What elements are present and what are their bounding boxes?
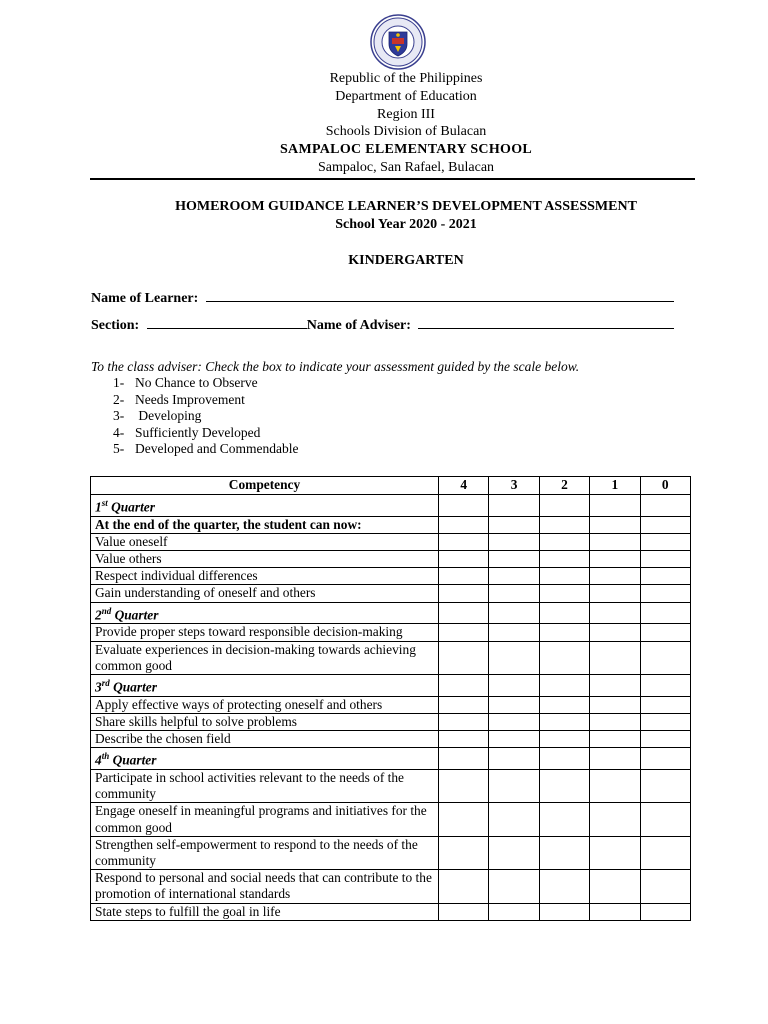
rating-checkbox-cell[interactable]: [590, 585, 640, 602]
rating-checkbox-cell[interactable]: [590, 748, 640, 770]
rating-checkbox-cell[interactable]: [489, 870, 539, 903]
rating-checkbox-cell[interactable]: [439, 674, 489, 696]
competency-row: [91, 803, 691, 836]
rating-checkbox-cell[interactable]: [539, 495, 589, 517]
quarter-number: 4: [95, 752, 102, 768]
rating-checkbox-cell[interactable]: [590, 568, 640, 585]
rating-checkbox-cell[interactable]: [590, 551, 640, 568]
rating-checkbox-cell[interactable]: [439, 903, 489, 920]
rating-checkbox-cell[interactable]: [640, 641, 690, 674]
rating-checkbox-cell[interactable]: [539, 903, 589, 920]
rating-checkbox-cell[interactable]: [539, 674, 589, 696]
table-header-row: [91, 477, 691, 495]
rating-checkbox-cell[interactable]: [539, 641, 589, 674]
rating-checkbox-cell[interactable]: [590, 602, 640, 624]
rating-checkbox-cell[interactable]: [640, 674, 690, 696]
competency-row: [91, 624, 691, 641]
quarter-label: [91, 602, 439, 624]
scale-item: 1- No Chance to Observe: [113, 375, 258, 390]
rating-scale-list: [113, 375, 298, 458]
quarter-ordinal: th: [101, 751, 110, 762]
competency-row: [91, 836, 691, 869]
rating-checkbox-cell[interactable]: [439, 624, 489, 641]
rating-checkbox-cell[interactable]: [590, 870, 640, 903]
quarter-number: 1: [95, 499, 102, 515]
quarter-ordinal: nd: [101, 605, 112, 616]
rating-checkbox-cell[interactable]: [590, 903, 640, 920]
rating-checkbox-cell[interactable]: [640, 870, 690, 903]
rating-checkbox-cell[interactable]: [489, 803, 539, 836]
competency-text: Value oneself: [91, 533, 439, 550]
rating-checkbox-cell[interactable]: [590, 624, 640, 641]
rating-checkbox-cell[interactable]: [439, 870, 489, 903]
quarter-number: 2: [95, 607, 102, 623]
rating-checkbox-cell[interactable]: [439, 769, 489, 802]
competency-row: [91, 585, 691, 602]
scale-item: 5- Developed and Commendable: [113, 441, 299, 457]
col-header-2: 2: [539, 477, 589, 495]
rating-checkbox-cell[interactable]: [539, 551, 589, 568]
competency-row: [91, 870, 691, 903]
rating-checkbox-cell[interactable]: [489, 713, 539, 730]
competency-text: Engage oneself in meaningful programs and initiatives for the common good: [91, 803, 439, 836]
rating-checkbox-cell[interactable]: [489, 495, 539, 517]
rating-checkbox-cell[interactable]: [489, 516, 539, 533]
title-main: HOMEROOM GUIDANCE LEARNER’S DEVELOPMENT ASSESSMENT: [175, 199, 637, 214]
rating-checkbox-cell[interactable]: [489, 624, 539, 641]
competency-text: State steps to fulfill the goal in life: [91, 903, 439, 920]
deped-seal-icon: [370, 14, 426, 70]
rating-checkbox-cell[interactable]: [439, 585, 489, 602]
competency-text: Share skills helpful to solve problems: [91, 713, 439, 730]
rating-checkbox-cell[interactable]: [539, 870, 589, 903]
rating-checkbox-cell[interactable]: [539, 568, 589, 585]
rating-checkbox-cell[interactable]: [640, 624, 690, 641]
rating-checkbox-cell[interactable]: [439, 713, 489, 730]
rating-checkbox-cell[interactable]: [640, 903, 690, 920]
rating-checkbox-cell[interactable]: [539, 624, 589, 641]
header-divider: [90, 178, 695, 180]
col-header-0: 0: [640, 477, 690, 495]
competency-text: Respect individual differences: [91, 568, 439, 585]
scale-item: 3- Developing: [113, 408, 202, 424]
quarter-label: [91, 748, 439, 770]
rating-checkbox-cell[interactable]: [489, 641, 539, 674]
quarter-number: 3: [95, 679, 102, 695]
rating-checkbox-cell[interactable]: [439, 495, 489, 517]
rating-checkbox-cell[interactable]: [439, 516, 489, 533]
rating-checkbox-cell[interactable]: [539, 696, 589, 713]
quarter-row: [91, 674, 691, 696]
rating-checkbox-cell[interactable]: [590, 836, 640, 869]
section-label: Section:: [91, 318, 140, 333]
rating-checkbox-cell[interactable]: [539, 516, 589, 533]
intro-row: [91, 516, 691, 533]
rating-checkbox-cell[interactable]: [539, 533, 589, 550]
grade-level: KINDERGARTEN: [348, 253, 464, 268]
rating-checkbox-cell[interactable]: [590, 641, 640, 674]
header-republic: Republic of the Philippines: [329, 71, 483, 86]
rating-checkbox-cell[interactable]: [539, 803, 589, 836]
scale-item: 2- Needs Improvement: [113, 391, 245, 407]
rating-checkbox-cell[interactable]: [539, 748, 589, 770]
rating-checkbox-cell[interactable]: [539, 836, 589, 869]
quarter-label: [91, 495, 439, 517]
rating-checkbox-cell[interactable]: [590, 495, 640, 517]
quarter-label: [91, 674, 439, 696]
rating-checkbox-cell[interactable]: [489, 533, 539, 550]
col-header-4: 4: [439, 477, 489, 495]
rating-checkbox-cell[interactable]: [640, 495, 690, 517]
competency-text: Respond to personal and social needs that can contribute to the promotion of international standards: [91, 870, 439, 903]
rating-checkbox-cell[interactable]: [489, 696, 539, 713]
learner-name-row: [91, 288, 674, 307]
quarter-ordinal: st: [101, 498, 108, 508]
competency-text: Describe the chosen field: [91, 731, 439, 748]
header-department: Department of Education: [335, 88, 477, 104]
quarter-row: [91, 602, 691, 624]
header-division: Schools Division of Bulacan: [325, 124, 487, 140]
rating-checkbox-cell[interactable]: [539, 713, 589, 730]
col-header-competency: Competency: [91, 477, 439, 495]
rating-checkbox-cell[interactable]: [539, 731, 589, 748]
scale-item: 4- Sufficiently Developed: [113, 424, 261, 440]
rating-checkbox-cell[interactable]: [439, 696, 489, 713]
competency-text: Evaluate experiences in decision-making towards achieving common good: [91, 641, 439, 674]
rating-checkbox-cell[interactable]: [590, 713, 640, 730]
rating-checkbox-cell[interactable]: [640, 533, 690, 550]
rating-checkbox-cell[interactable]: [640, 731, 690, 748]
rating-checkbox-cell[interactable]: [640, 696, 690, 713]
rating-checkbox-cell[interactable]: [439, 803, 489, 836]
header-region: Region III: [377, 106, 435, 122]
rating-checkbox-cell[interactable]: [489, 748, 539, 770]
rating-checkbox-cell[interactable]: [640, 803, 690, 836]
section-field[interactable]: [147, 315, 307, 329]
rating-checkbox-cell[interactable]: [640, 602, 690, 624]
rating-checkbox-cell[interactable]: [590, 696, 640, 713]
rating-checkbox-cell[interactable]: [640, 516, 690, 533]
competency-row: [91, 551, 691, 568]
rating-checkbox-cell[interactable]: [439, 568, 489, 585]
rating-checkbox-cell[interactable]: [590, 803, 640, 836]
rating-checkbox-cell[interactable]: [640, 836, 690, 869]
competency-row: [91, 713, 691, 730]
quarter-row: [91, 495, 691, 517]
letterhead: [0, 70, 768, 177]
header-address: Sampaloc, San Rafael, Bulacan: [317, 159, 495, 175]
rating-checkbox-cell[interactable]: [590, 533, 640, 550]
competency-row: [91, 568, 691, 585]
rating-checkbox-cell[interactable]: [439, 533, 489, 550]
header-school-name: SAMPALOC ELEMENTARY SCHOOL: [279, 142, 533, 158]
rating-checkbox-cell[interactable]: [640, 568, 690, 585]
rating-checkbox-cell[interactable]: [640, 585, 690, 602]
document-title: [0, 198, 768, 234]
learner-name-label: Name of Learner:: [91, 291, 199, 306]
learner-name-field[interactable]: [206, 288, 674, 302]
col-header-1: 1: [590, 477, 640, 495]
rating-checkbox-cell[interactable]: [439, 731, 489, 748]
rating-checkbox-cell[interactable]: [640, 769, 690, 802]
competency-table: [90, 476, 691, 921]
competency-text: Strengthen self-empowerment to respond to the needs of the community: [91, 836, 439, 869]
quarter-row: [91, 748, 691, 770]
rating-checkbox-cell[interactable]: [590, 731, 640, 748]
rating-checkbox-cell[interactable]: [489, 731, 539, 748]
rating-checkbox-cell[interactable]: [489, 585, 539, 602]
rating-checkbox-cell[interactable]: [640, 551, 690, 568]
rating-checkbox-cell[interactable]: [489, 674, 539, 696]
competency-row: [91, 533, 691, 550]
rating-checkbox-cell[interactable]: [640, 713, 690, 730]
rating-checkbox-cell[interactable]: [590, 674, 640, 696]
rating-checkbox-cell[interactable]: [539, 769, 589, 802]
rating-checkbox-cell[interactable]: [489, 568, 539, 585]
quarter-ordinal: rd: [101, 677, 110, 688]
competency-text: Apply effective ways of protecting oneself and others: [91, 696, 439, 713]
rating-checkbox-cell[interactable]: [539, 585, 589, 602]
adviser-field[interactable]: [418, 315, 674, 329]
quarter-text: Quarter: [109, 752, 157, 768]
rating-checkbox-cell[interactable]: [590, 769, 640, 802]
competency-text: Provide proper steps toward responsible decision-making: [91, 624, 439, 641]
instructions-text: To the class adviser: Check the box to indicate your assessment guided by the scale below.: [91, 359, 580, 374]
section-adviser-row: [91, 315, 674, 334]
competency-text: Value others: [91, 551, 439, 568]
rating-checkbox-cell[interactable]: [439, 748, 489, 770]
rating-checkbox-cell[interactable]: [439, 641, 489, 674]
competency-row: [91, 769, 691, 802]
rating-checkbox-cell[interactable]: [489, 769, 539, 802]
rating-checkbox-cell[interactable]: [539, 602, 589, 624]
competency-row: [91, 731, 691, 748]
rating-checkbox-cell[interactable]: [439, 836, 489, 869]
table-body: [91, 495, 691, 921]
adviser-label: Name of Adviser:: [306, 318, 411, 333]
competency-row: [91, 903, 691, 920]
rating-checkbox-cell[interactable]: [489, 903, 539, 920]
rating-checkbox-cell[interactable]: [439, 602, 489, 624]
quarter-text: Quarter: [109, 679, 157, 695]
competency-row: [91, 696, 691, 713]
competency-row: [91, 641, 691, 674]
rating-checkbox-cell[interactable]: [590, 516, 640, 533]
quarter-intro-text: At the end of the quarter, the student can now:: [91, 516, 439, 533]
quarter-text: Quarter: [107, 499, 155, 515]
competency-text: Participate in school activities relevant to the needs of the community: [91, 769, 439, 802]
rating-checkbox-cell[interactable]: [489, 602, 539, 624]
title-school-year: School Year 2020 - 2021: [335, 217, 477, 232]
rating-checkbox-cell[interactable]: [489, 551, 539, 568]
rating-checkbox-cell[interactable]: [640, 748, 690, 770]
rating-checkbox-cell[interactable]: [489, 836, 539, 869]
col-header-3: 3: [489, 477, 539, 495]
competency-text: Gain understanding of oneself and others: [91, 585, 439, 602]
rating-checkbox-cell[interactable]: [439, 551, 489, 568]
quarter-text: Quarter: [111, 607, 159, 623]
